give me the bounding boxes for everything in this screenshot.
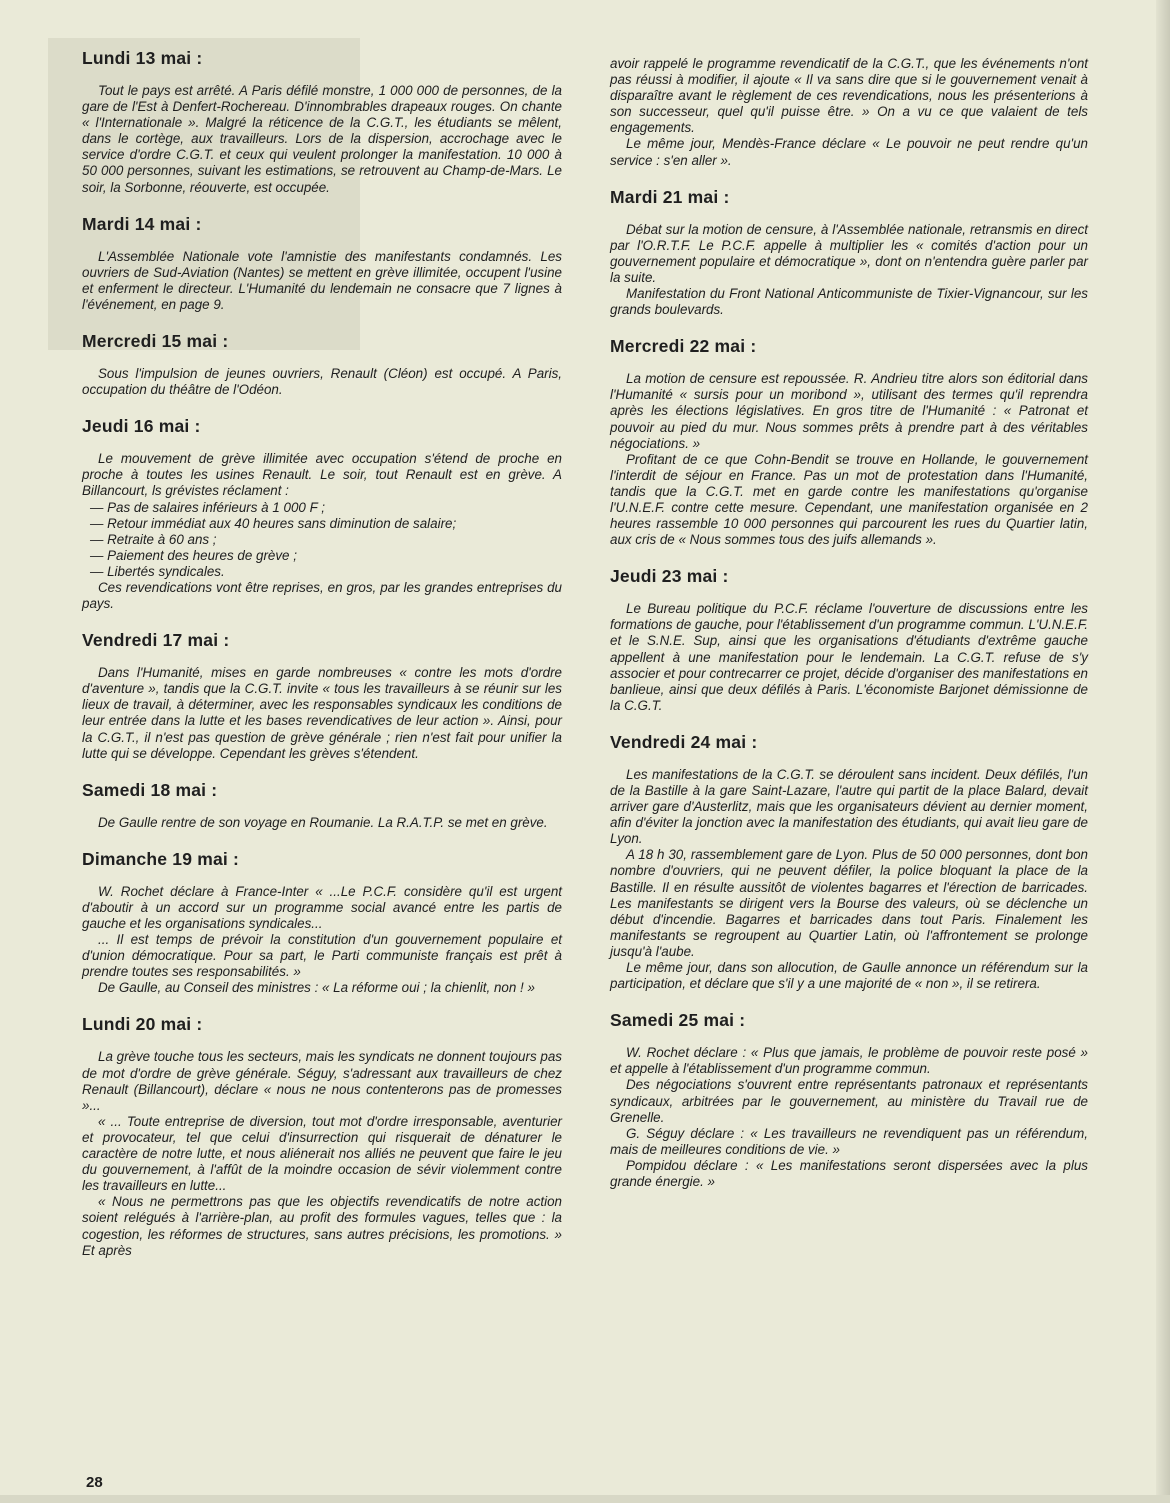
entry-heading: Jeudi 23 mai : bbox=[610, 566, 729, 587]
entry-paragraph: G. Séguy déclare : « Les travailleurs ne revendiquent pas un référendum, mais de meilleures conditions de vie. » bbox=[610, 1125, 1088, 1157]
entry-dimanche-19 bbox=[82, 849, 562, 997]
entry-heading: Dimanche 19 mai : bbox=[82, 848, 240, 869]
entry-jeudi-16 bbox=[82, 416, 562, 612]
demand-item: — Paiement des heures de grève ; bbox=[90, 547, 297, 563]
right-column bbox=[610, 56, 1088, 1208]
page-edge bbox=[1156, 0, 1170, 1503]
entry-heading: Mercredi 15 mai : bbox=[82, 331, 229, 352]
entry-heading: Mercredi 22 mai : bbox=[610, 336, 757, 357]
entry-paragraph: Le même jour, Mendès-France déclare « Le pouvoir ne peut rendre qu'un service : s'en aller ». bbox=[610, 136, 1088, 168]
entry-paragraph: Le mouvement de grève illimitée avec occupation s'étend de proche en proche à toutes les usines Renault. Le soir, tout Renault est en grève. A Billancourt, ls grévistes réclament : bbox=[82, 451, 562, 499]
entry-lundi-20 bbox=[82, 1014, 562, 1258]
entry-lundi-13 bbox=[82, 48, 562, 196]
entry-paragraph: De Gaulle rentre de son voyage en Roumanie. La R.A.T.P. se met en grève. bbox=[98, 814, 548, 830]
entry-paragraph: Le même jour, dans son allocution, de Gaulle annonce un référendum sur la participation, et déclare que s'il y a une majorité de « non », il se retirera. bbox=[610, 960, 1088, 992]
entry-heading: Vendredi 24 mai : bbox=[610, 731, 758, 752]
entry-heading: Mardi 14 mai : bbox=[82, 213, 202, 234]
entry-paragraph: « ... Toute entreprise de diversion, tout mot d'ordre irresponsable, aventurier et provocateur, tel que celui d'insurrection qui risquerait de dénaturer le caractère de notre lutte, et nous aliénerait nos alliés ne peuvent que faire le jeu du gouvernement, à l'affût de la moindre occasion de sévir violemment contre les travailleurs en lutte... bbox=[82, 1113, 562, 1194]
page-number: 28 bbox=[86, 1474, 103, 1491]
entry-paragraph: W. Rochet déclare à France-Inter « ...Le P.C.F. considère qu'il est urgent d'aboutir à un accord sur un programme social avancé entre les partis de gauche et les organisations syndicales... bbox=[82, 883, 562, 931]
entry-heading: Vendredi 17 mai : bbox=[82, 630, 230, 651]
demand-item: — Retraite à 60 ans ; bbox=[90, 531, 217, 547]
entry-heading: Mardi 21 mai : bbox=[610, 186, 730, 207]
entry-heading: Samedi 25 mai : bbox=[610, 1010, 746, 1031]
entry-paragraph: Des négociations s'ouvrent entre représentants patronaux et représentants syndicaux, arbitrées par le gouvernement, au ministère du Travail rue de Grenelle. bbox=[610, 1077, 1088, 1125]
entry-paragraph: L'Assemblée Nationale vote l'amnistie des manifestants condamnés. Les ouvriers de Sud-Aviation (Nantes) se mettent en grève illimitée, occupent l'usine et enferment le directeur. L'Humanité du lendemain ne consacre que 7 lignes à l'événement, en page 9. bbox=[82, 248, 562, 312]
entry-paragraph: « Nous ne permettrons pas que les objectifs revendicatifs de notre action soient relégués à l'arrière-plan, au profit des formules vagues, telles que : la cogestion, les réformes de structures, sans autres précisions, les promotions. » Et après bbox=[82, 1194, 562, 1258]
demands-list bbox=[82, 500, 562, 580]
entry-paragraph: La grève touche tous les secteurs, mais les syndicats ne donnent toujours pas de mot d'ordre de grève générale. Séguy, s'adressant aux travailleurs de chez Renault (Billancourt), déclare « nous ne nous contenterons pas de promesses »... bbox=[82, 1049, 562, 1113]
entry-paragraph: Pompidou déclare : « Les manifestations seront dispersées avec la plus grande énergie. » bbox=[610, 1157, 1088, 1189]
entry-heading: Jeudi 16 mai : bbox=[82, 416, 201, 437]
demand-item: — Libertés syndicales. bbox=[90, 563, 225, 579]
entry-paragraph: Manifestation du Front National Anticommuniste de Tixier-Vignancour, sur les grands boulevards. bbox=[610, 286, 1088, 318]
entry-paragraph: ... Il est temps de prévoir la constitution d'un gouvernement populaire et d'union démocratique. Pour sa part, le Parti communiste français est prêt à prendre toutes ses responsabilités. » bbox=[82, 932, 562, 980]
entry-heading: Lundi 13 mai : bbox=[82, 48, 203, 68]
page-bottom-edge bbox=[0, 1495, 1170, 1503]
entry-mardi-14 bbox=[82, 214, 562, 313]
entry-paragraph: A 18 h 30, rassemblement gare de Lyon. Plus de 50 000 personnes, dont bon nombre d'ouvriers, qui ne peuvent défiler, la police bloquant la place de la Bastille. Il en résulte aussitôt de violentes bagarres et l'érection de barricades. Les manifestants se dirigent vers la Bourse des valeurs, où se déclenche un début d'incendie. Bagarres et barricades dans tout Paris. Finalement les manifestants se regroupent au Quartier Latin, où l'affrontement se prolonge jusqu'à l'aube. bbox=[610, 847, 1088, 959]
entry-jeudi-23 bbox=[610, 566, 1088, 714]
entry-paragraph: Le Bureau politique du P.C.F. réclame l'ouverture de discussions entre les formations de gauche, pour l'établissement d'un programme commun. L'U.N.E.F. et le S.N.E. Sup, ainsi que les organisations d'étudiants d'extrême gauche appellent à une manifestation pour le lendemain. La C.G.T. refuse de s'y associer et pour contrecarrer ce projet, décide d'organiser des manifestations en banlieue, ainsi que deux défilés à Paris. L'économiste Barjonet démissionne de la C.G.T. bbox=[610, 601, 1088, 713]
demand-item: — Pas de salaires inférieurs à 1 000 F ; bbox=[90, 499, 325, 515]
entry-paragraph: Ces revendications vont être reprises, en gros, par les grandes entreprises du pays. bbox=[82, 579, 562, 612]
entry-suite-lundi-20 bbox=[610, 56, 1088, 169]
entry-samedi-25 bbox=[610, 1010, 1088, 1190]
entry-heading: Samedi 18 mai : bbox=[82, 779, 218, 800]
entry-paragraph: De Gaulle, au Conseil des ministres : « La réforme oui ; la chienlit, non ! » bbox=[98, 980, 535, 996]
entry-paragraph: Sous l'impulsion de jeunes ouvriers, Renault (Cléon) est occupé. A Paris, occupation du théâtre de l'Odéon. bbox=[82, 366, 562, 398]
entry-mercredi-22 bbox=[610, 336, 1088, 548]
entry-paragraph: avoir rappelé le programme revendicatif de la C.G.T., que les événements n'ont pas réussi à modifier, il ajoute « Il va sans dire que si le gouvernement venait à disparaître avant le règlement de ces revendications, nous les présenterions à son successeur, quel qu'il puisse être. » On a vu ce que valaient de tels engagements. bbox=[610, 56, 1088, 136]
entry-paragraph: W. Rochet déclare : « Plus que jamais, le problème de pouvoir reste posé » et appelle à l'établissement d'un programme commun. bbox=[610, 1045, 1088, 1077]
entry-paragraph: Les manifestations de la C.G.T. se déroulent sans incident. Deux défilés, l'un de la Bastille à la gare Saint-Lazare, l'autre qui partit de la place Balard, devait arriver gare d'Austerlitz, mais que les organisateurs dévient au dernier moment, afin d'éviter la jonction avec la manifestation des étudiants, qui avait lieu gare de Lyon. bbox=[610, 766, 1088, 847]
demand-item: — Retour immédiat aux 40 heures sans diminution de salaire; bbox=[90, 515, 457, 531]
entry-samedi-18 bbox=[82, 780, 562, 831]
entry-paragraph: La motion de censure est repoussée. R. Andrieu titre alors son éditorial dans l'Humanité « sursis pour un moribond », utilisant des termes qu'il reprendra après les élections législatives. En gros titre de l'Humanité : « Patronat et pouvoir au pied du mur. Nous sommes prêts à prendre part à des véritables négociations. » bbox=[610, 371, 1088, 451]
entry-mardi-21 bbox=[610, 187, 1088, 319]
entry-vendredi-17 bbox=[82, 630, 562, 762]
entry-paragraph: Dans l'Humanité, mises en garde nombreuses « contre les mots d'ordre d'aventure », tandis que la C.G.T. invite « tous les travailleurs à se réunir sur les lieux de travail, à déterminer, avec les responsables syndicaux les conditions de leur entrée dans la lutte et les bases revendicatives de leur action ». Ainsi, pour la C.G.T., il n'est pas question de grève générale ; rien n'est fait pour unifier la lutte qui se développe. Cependant les grèves s'étendent. bbox=[82, 665, 562, 761]
entry-paragraph: Débat sur la motion de censure, à l'Assemblée nationale, retransmis en direct par l'O.R.T.F. Le P.C.F. appelle à multiplier les « comités d'action pour un gouvernement populaire et démocratique », dont on n'entendra guère parler par la suite. bbox=[610, 221, 1088, 285]
entry-heading: Lundi 20 mai : bbox=[82, 1014, 203, 1035]
entry-vendredi-24 bbox=[610, 732, 1088, 992]
left-column bbox=[82, 48, 562, 1277]
entry-mercredi-15 bbox=[82, 331, 562, 398]
entry-paragraph: Profitant de ce que Cohn-Bendit se trouve en Hollande, le gouvernement l'interdit de séjour en France. Pas un mot de protestation dans l'Humanité, tandis que la C.G.T. met en garde contre les manifestations qu'organise l'U.N.E.F. contre cette mesure. Cependant, une manifestation organisée en 2 heures rassemble 10 000 personnes qui parcourent les rues du Quartier latin, aux cris de « Nous sommes tous des juifs allemands ». bbox=[610, 451, 1088, 548]
entry-paragraph: Tout le pays est arrêté. A Paris défilé monstre, 1 000 000 de personnes, de la gare de l'Est à Denfert-Rochereau. D'innombrables drapeaux rouges. On chante « l'Internationale ». Malgré la réticence de la C.G.T., les étudiants se mêlent, dans le cortège, aux travailleurs. Lors de la dispersion, accrochage avec le service d'ordre C.G.T. et ceux qui veulent prolonger la manifestation. 10 000 à 50 000 personnes, suivant les estimations, se retrouvent au Champ-de-Mars. Le soir, la Sorbonne, réouverte, est occupée. bbox=[82, 83, 562, 195]
